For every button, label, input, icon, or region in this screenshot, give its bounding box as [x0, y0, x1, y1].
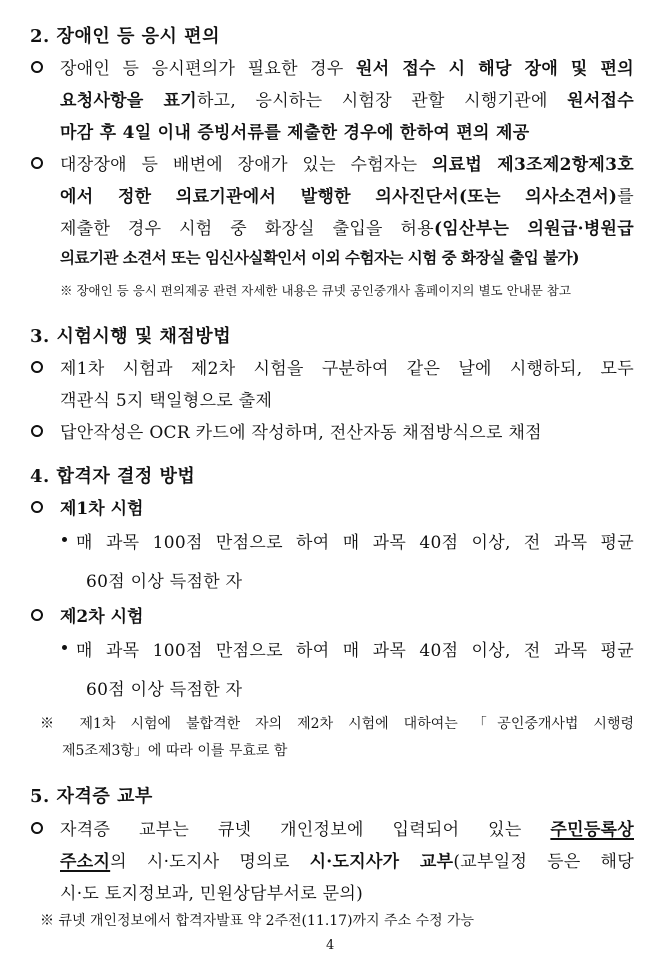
page-number: 4 [326, 938, 335, 953]
bullet-dot-icon [62, 645, 67, 650]
sec5-b1-line3: 시·도 토지정보과, 민원상담부서로 문의) [60, 884, 364, 904]
sec4-sub2-line2: 60점 이상 득점한 자 [86, 680, 243, 700]
bullet-circle-icon [31, 61, 43, 73]
sec5-b1-line1: 자격증 교부는 큐넷 개인정보에 입력되어 있는 주민등록상 [60, 820, 634, 840]
bullet-circle-icon [31, 361, 43, 373]
section-3-heading: 3. 시험시행 및 채점방법 [30, 326, 232, 347]
bullet-circle-icon [31, 822, 43, 834]
sec5-b1-line2: 주소지의 시·도지사 명의로 시·도지사가 교부(교부일정 등은 해당 [60, 852, 634, 872]
bullet-circle-icon [31, 425, 43, 437]
section-4-heading: 4. 합격자 결정 방법 [30, 466, 196, 487]
sec3-b1-line2: 객관식 5지 택일형으로 출제 [60, 391, 273, 411]
bullet-circle-icon [31, 501, 43, 513]
sec2-b1-line1: 장애인 등 응시편의가 필요한 경우 원서 접수 시 해당 장애 및 편의 [60, 59, 634, 79]
sec4-sub1-label: 제1차 시험 [60, 499, 144, 519]
sec4-note-line1: ※ 제1차 시험에 불합격한 자의 제2차 시험에 대하여는 「공인중개사법 시행령 [40, 716, 634, 732]
sec2-b2-line2: 에서 정한 의료기관에서 발행한 의사진단서(또는 의사소견서)를 [60, 187, 634, 207]
sec4-sub2-line1: 매 과목 100점 만점으로 하여 매 과목 40점 이상, 전 과목 평균 [76, 641, 634, 661]
sec5-note: ※ 큐넷 개인정보에서 합격자발표 약 2주전(11.17)까지 주소 수정 가능 [40, 913, 475, 929]
sec2-b1-line2: 요청사항을 표기하고, 응시하는 시험장 관할 시행기관에 원서접수 [60, 91, 634, 111]
sec2-note: ※ 장애인 등 응시 편의제공 관련 자세한 내용은 큐넷 공인중개사 홈페이지의 별도 안내문 참고 [60, 283, 571, 298]
bullet-dot-icon [62, 537, 67, 542]
sec4-sub1-line2: 60점 이상 득점한 자 [86, 572, 243, 592]
sec4-sub1-line1: 매 과목 100점 만점으로 하여 매 과목 40점 이상, 전 과목 평균 [76, 533, 634, 553]
sec4-sub2-label: 제2차 시험 [60, 607, 144, 627]
bullet-circle-icon [31, 157, 43, 169]
sec3-b2: 답안작성은 OCR 카드에 작성하며, 전산자동 채점방식으로 채점 [60, 423, 542, 443]
sec2-b2-line3: 제출한 경우 시험 중 화장실 출입을 허용(임산부는 의원급·병원급 [60, 219, 634, 239]
sec2-b1-line3: 마감 후 4일 이내 증빙서류를 제출한 경우에 한하여 편의 제공 [60, 123, 530, 143]
sec2-b2-line1: 대장장애 등 배변에 장애가 있는 수험자는 의료법 제3조제2항제3호 [60, 155, 634, 175]
sec3-b1-line1: 제1차 시험과 제2차 시험을 구분하여 같은 날에 시행하되, 모두 [60, 359, 634, 379]
section-5-heading: 5. 자격증 교부 [30, 786, 153, 807]
sec4-note-line2: 제5조제3항」에 따라 이를 무효로 함 [62, 743, 288, 759]
bullet-circle-icon [31, 609, 43, 621]
sec2-b2-line4: 의료기관 소견서 또는 임신사실확인서 이외 수험자는 시험 중 화장실 출입 불가) [60, 248, 579, 267]
section-2-heading: 2. 장애인 등 응시 편의 [30, 26, 220, 47]
